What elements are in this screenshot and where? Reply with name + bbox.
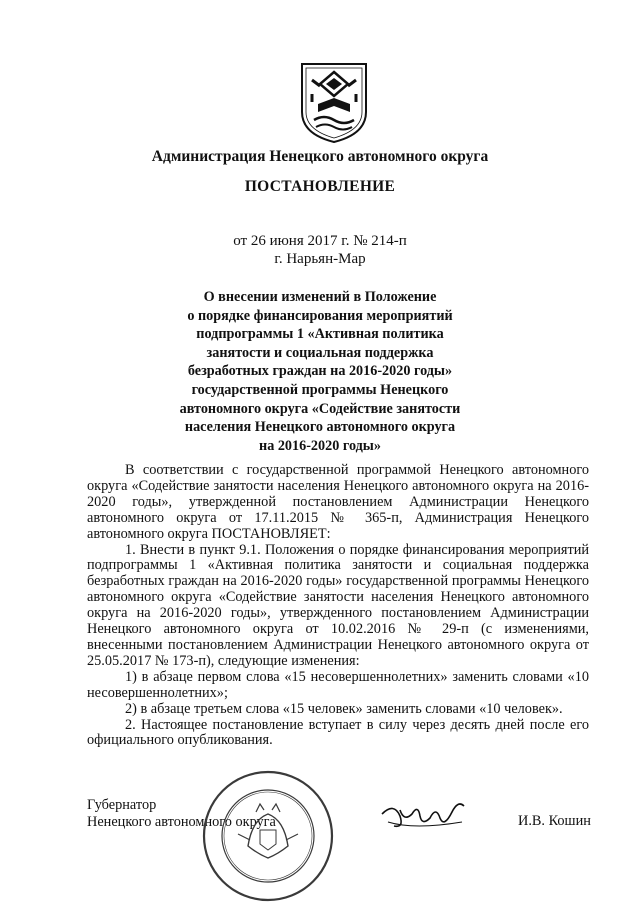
coat-of-arms-icon xyxy=(298,60,370,144)
document-body xyxy=(87,463,589,749)
title-line: безработных граждан на 2016-2020 годы» xyxy=(187,363,453,380)
item-1-paragraph: 1. Внести в пункт 9.1. Положения о порядке финансирования мероприятий подпрограммы 1 «Активная политика занятости и социальная поддержка безработных граждан на 2016-2020 годы» государственной программы Ненецкого автономного округа «Содействие занятости населения Ненецкого автономного округа на 2016-2020 годы», утвержденного постановлением Администрации Ненецкого автономного округа от 10.02.2016 № 29-п (с изменениями, внесенными постановлением Администрации Ненецкого автономного округа от 25.05.2017 № 173-п), следующие изменения: xyxy=(87,541,589,669)
title-line: на 2016-2020 годы» xyxy=(259,437,381,454)
signatory-name: И.В. Кошин xyxy=(518,813,591,829)
item-2-paragraph: 2. Настоящее постановление вступает в силу через десять дней после его официального опубликования. xyxy=(87,716,589,749)
title-line: подпрограммы 1 «Активная политика xyxy=(196,326,444,343)
subitem-1-paragraph: 1) в абзаце первом слова «15 несовершеннолетних» заменить словами «10 несовершеннолетних»; xyxy=(87,668,589,701)
official-seal-icon xyxy=(200,768,336,904)
date-number: от 26 июня 2017 г. № 214-п xyxy=(233,233,407,249)
position-line: Ненецкого автономного округа xyxy=(87,814,276,830)
title-line: о порядке финансирования мероприятий xyxy=(187,307,453,324)
preamble-paragraph: В соответствии с государственной программой Ненецкого автономного округа «Содействие занятости населения Ненецкого автономного округа на 2016-2020 годы», утвержденной постановлением Администрации Ненецкого автономного округа от 17.11.2015 № 365-п, Администрация Ненецкого автономного округа ПОСТАНОВЛЯЕТ: xyxy=(87,462,589,542)
organization-name: Администрация Ненецкого автономного округа xyxy=(151,148,489,165)
title-line: государственной программы Ненецкого xyxy=(191,381,449,398)
handwritten-signature xyxy=(374,792,470,836)
title-line: автономного округа «Содействие занятости xyxy=(179,400,461,417)
position-line: Губернатор xyxy=(87,797,157,813)
title-line: населения Ненецкого автономного округа xyxy=(184,419,456,436)
title-line: О внесении изменений в Положение xyxy=(203,289,437,305)
document-title xyxy=(0,288,640,455)
city: г. Нарьян-Мар xyxy=(274,251,366,267)
title-line: занятости и социальная поддержка xyxy=(206,344,434,361)
date-and-place xyxy=(0,232,640,268)
subitem-2-paragraph: 2) в абзаце третьем слова «15 человек» заменить словами «10 человек». xyxy=(125,700,563,717)
document-type: ПОСТАНОВЛЕНИЕ xyxy=(244,178,396,195)
